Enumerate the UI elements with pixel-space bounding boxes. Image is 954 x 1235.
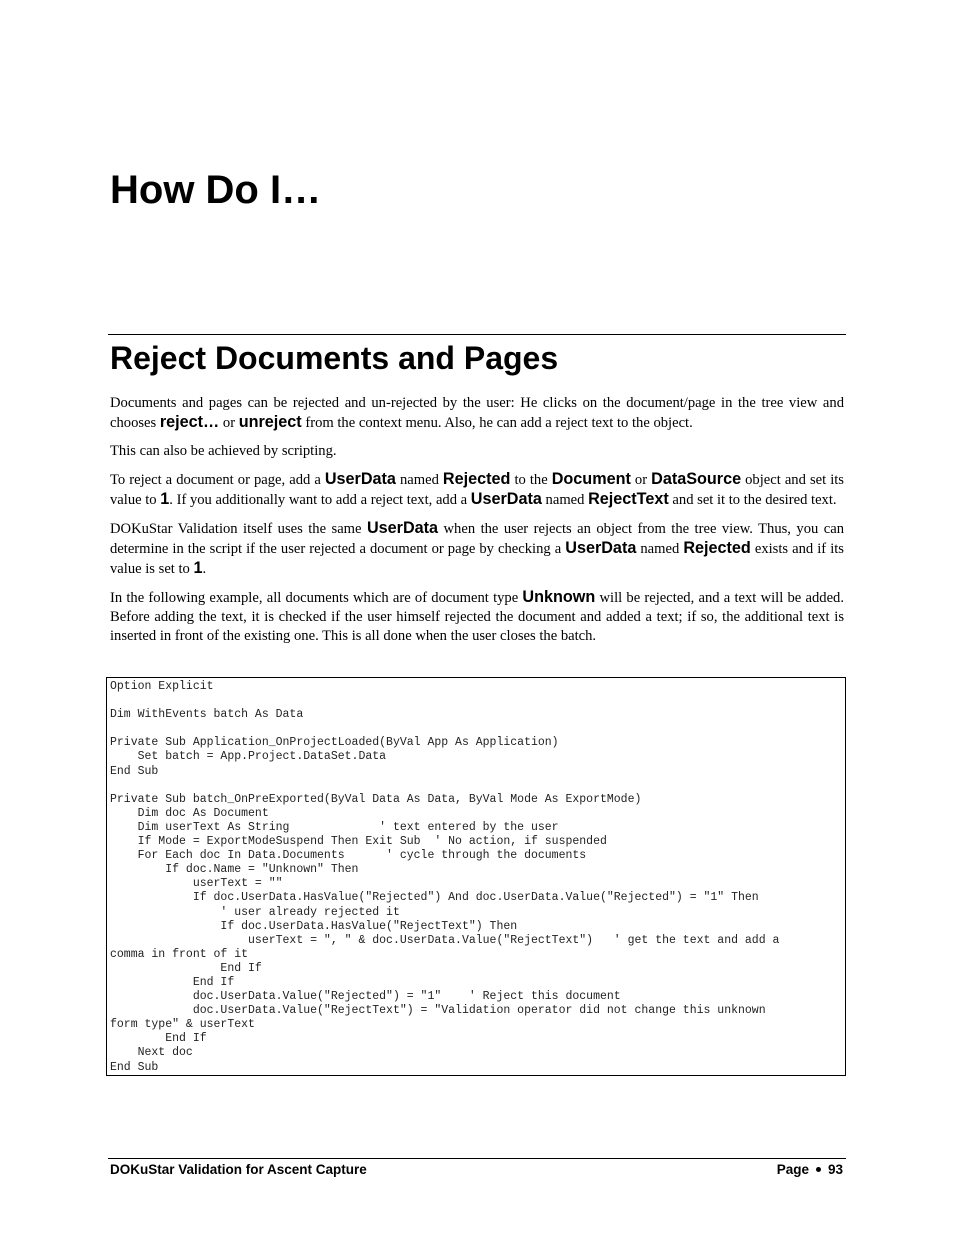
text-run: named [395,471,443,488]
body-text [110,394,844,655]
keyword-value-one: 1 [160,489,170,508]
paragraph-5 [110,588,844,647]
text-run: or [219,415,239,432]
text-run: will be rejected, and a text will be added. Before adding the text, it is checked if the user himself rejected the document and added a text; if so, the additional text is inserted in front of the existing one. This is all done when the user closes the batch. [110,589,844,645]
keyword-rejected: Rejected [442,469,511,488]
text-run: to the [510,471,552,488]
keyword-document: Document [551,469,631,488]
section-title: Reject Documents and Pages [110,340,559,376]
text-run: object and set its value to [110,471,844,508]
text-run: Documents and pages can be rejected and un-rejected by the user: He clicks on the document/page in the tree view and chooses [110,395,844,432]
text-run: To reject a document or page, add a [110,471,325,488]
text-run: . If you additionally want to add a reject text, add a [169,491,471,508]
footer-divider [108,1158,846,1159]
paragraph-2 [110,442,844,461]
chapter-title: How Do I… [110,168,322,212]
text-run: . [202,560,207,577]
page-label: Page [776,1162,809,1177]
text-run: when the user rejects an object from the tree view. Thus, you can determine in the script if the user rejected a document or page by checking a [110,520,844,557]
section-divider [108,334,846,335]
code-listing-box [106,677,846,1076]
keyword-rejected: Rejected [683,538,751,557]
code-listing: Option Explicit Dim WithEvents batch As Data Private Sub Application_OnProjectLoaded(ByVal App As Application) Set batch = App.Project.DataSet.Data End Sub Private Sub batch_OnPreExported(ByVal Data As Data, ByVal Mode As ExportMode) Dim doc As Document Dim userText As String ' text entered by the user If Mode = ExportModeSuspend Then Exit Sub ' No action, if suspended For Each doc In Data.Documents ' cycle through the documents If doc.Name = "Unknown" Then userText = "" If doc.UserData.HasValue("Rejected") And doc.UserData.Value("Rejected") = "1" Then ' user already rejected it If doc.UserData.HasValue("RejectText") Then userText = ", " & doc.UserData.Value("RejectText") ' get the text and add a comma in front of it End If End If doc.UserData.Value("Rejected") = "1" ' Reject this document doc.UserData.Value("RejectText") = "Validation operator did not change this unknown form type" & userText End If Next doc End Sub [110,680,780,1074]
page-number: 93 [827,1162,843,1177]
text-run: or [630,471,652,488]
text-run: and set it to the desired text. [668,491,837,508]
text-run: named [636,540,684,557]
footer-page-info [777,1162,843,1177]
bullet-icon [816,1167,821,1172]
keyword-userdata: UserData [565,538,637,557]
keyword-datasource: DataSource [651,469,742,488]
text-run: exists and if its value is set to [110,540,844,577]
keyword-value-one: 1 [193,558,203,577]
keyword-rejecttext: RejectText [588,489,669,508]
keyword-userdata: UserData [324,469,396,488]
keyword-userdata: UserData [366,518,439,537]
keyword-unknown: Unknown [522,587,596,606]
paragraph-1 [110,394,844,433]
text-run: In the following example, all documents which are of document type [110,589,523,606]
paragraph-3 [110,470,844,510]
keyword-reject: reject… [159,413,220,432]
text-run: DOKuStar Validation itself uses the same [110,520,367,537]
text-run: named [541,491,589,508]
text-run: This can also be achieved by scripting. [110,442,337,459]
paragraph-4 [110,519,844,580]
keyword-unreject: unreject [238,413,302,432]
footer-document-title: DOKuStar Validation for Ascent Capture [110,1162,367,1177]
text-run: from the context menu. Also, he can add a reject text to the object. [301,415,693,432]
keyword-userdata: UserData [470,489,542,508]
